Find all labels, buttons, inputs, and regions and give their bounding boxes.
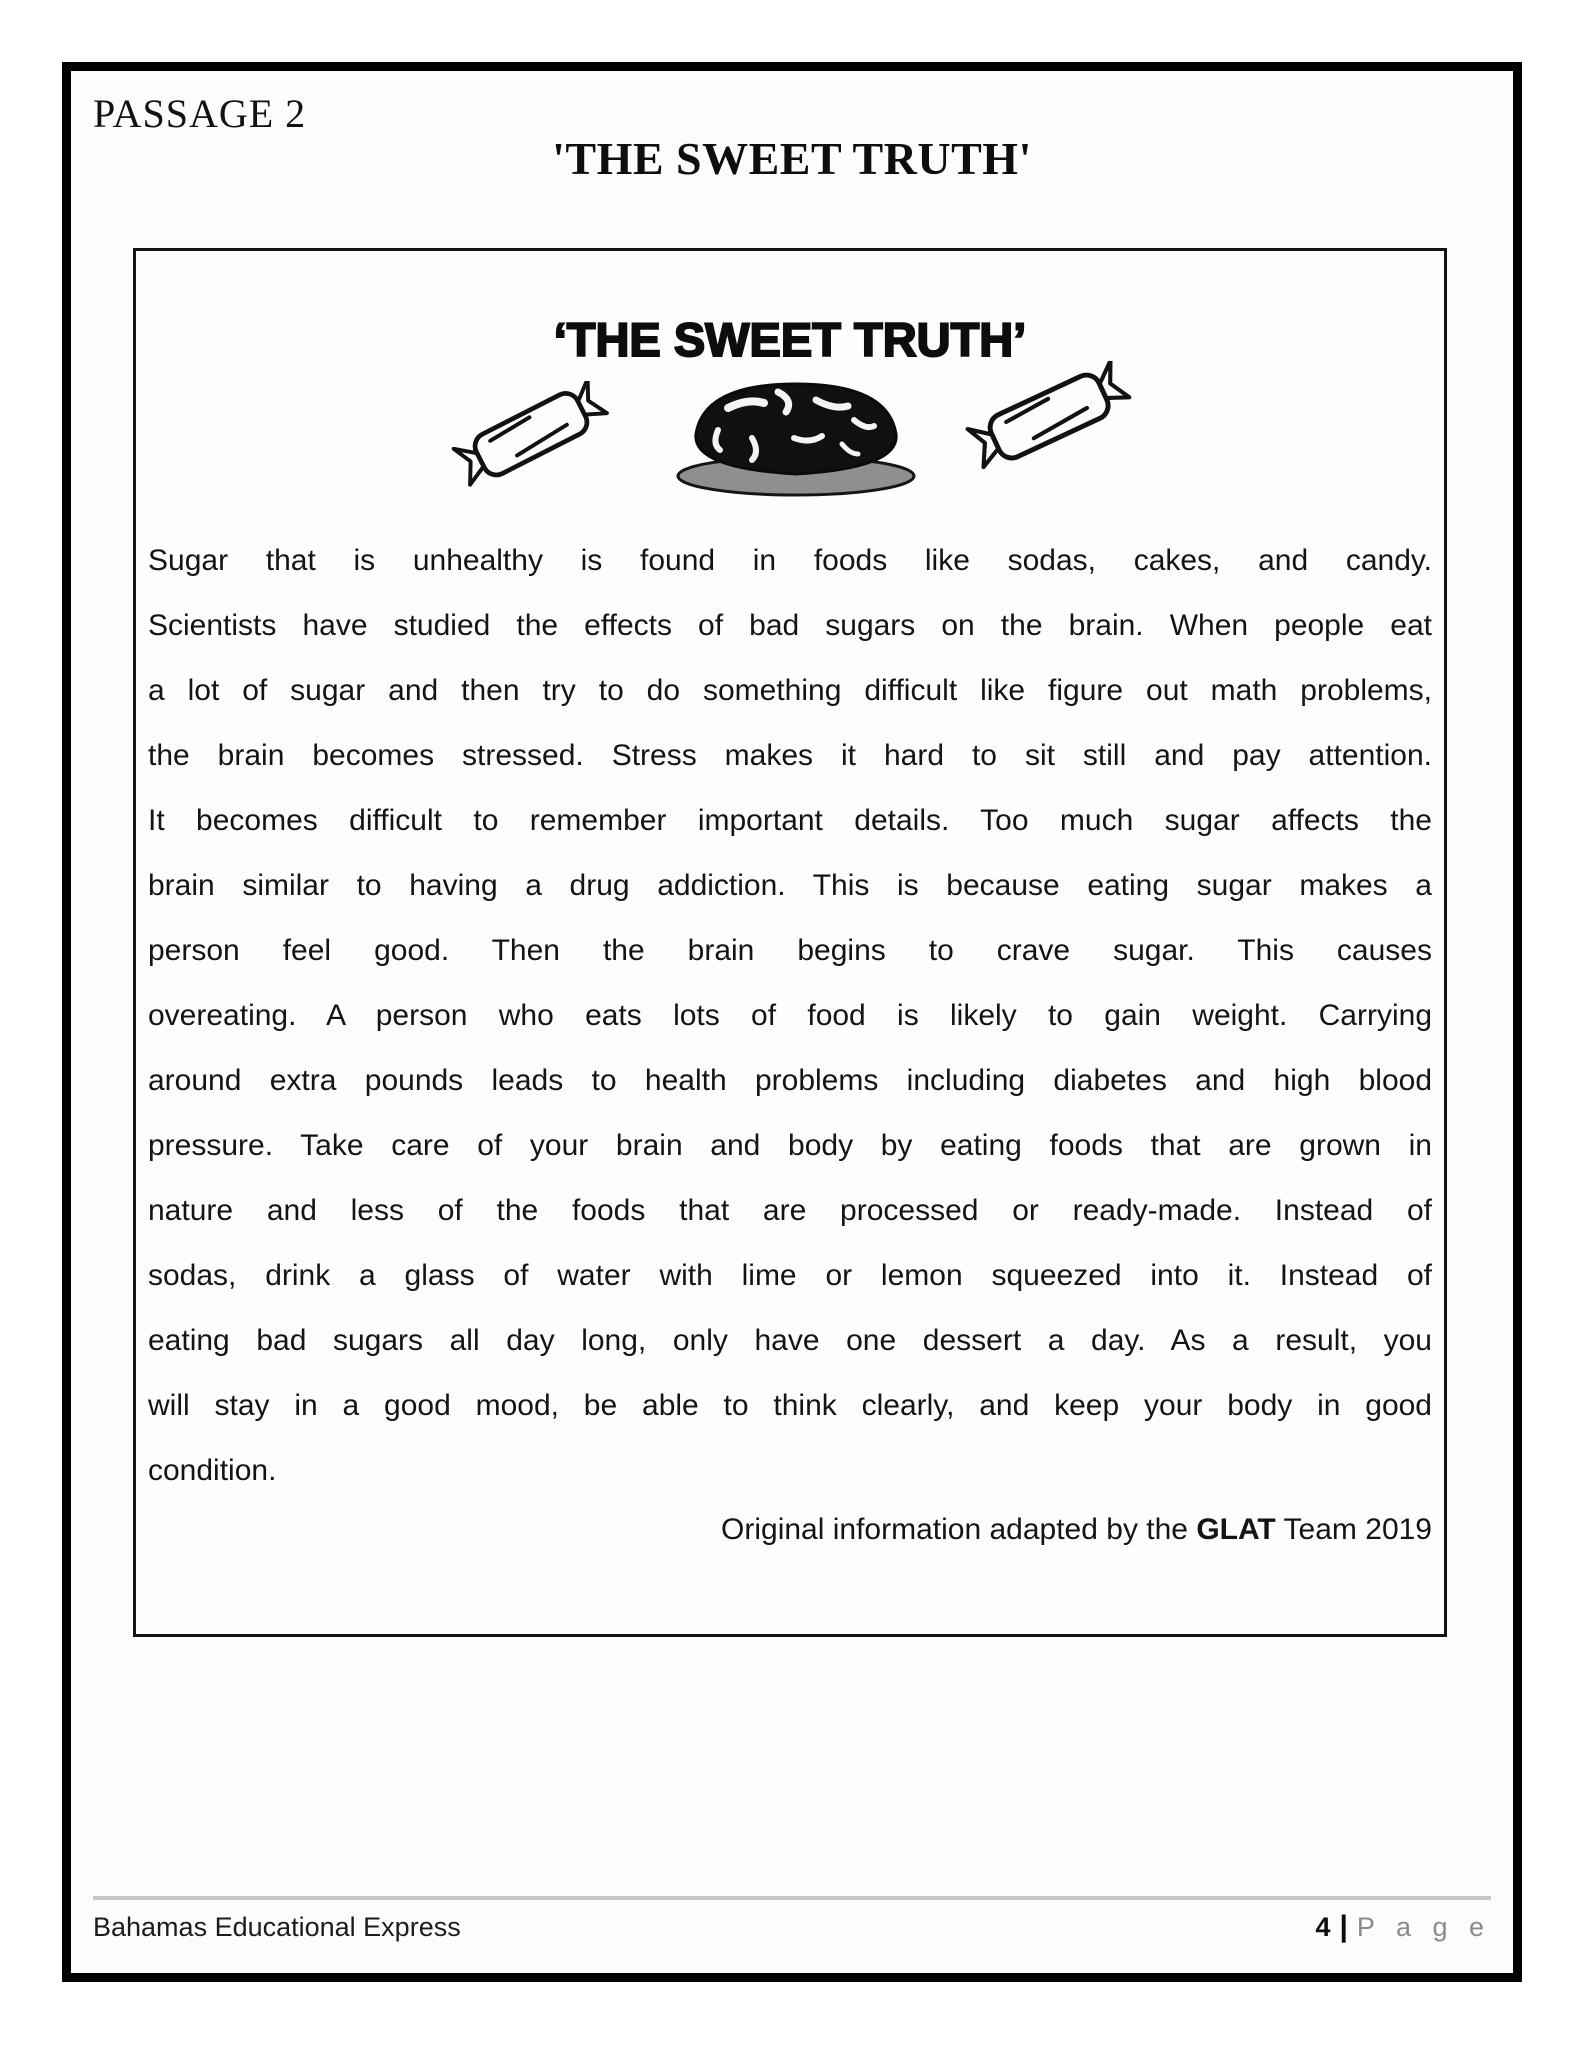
paragraph-line: the brain becomes stressed. Stress makes it hard to sit still and pay attention.: [148, 739, 1432, 772]
page-number-group: [1315, 1910, 1491, 1944]
paragraph-line: pressure. Take care of your brain and body by eating foods that are grown in: [148, 1129, 1432, 1162]
paragraph-line: eating bad sugars all day long, only have one dessert a day. As a result, you: [148, 1324, 1432, 1357]
publisher-name: Bahamas Educational Express: [93, 1911, 461, 1942]
passage-paragraph: [148, 528, 1432, 1503]
page-number: 4: [1315, 1911, 1331, 1942]
paragraph-line: condition.: [148, 1454, 277, 1487]
paragraph-line: will stay in a good mood, be able to think clearly, and keep your body in good: [148, 1389, 1432, 1422]
paragraph-line: Sugar that is unhealthy is found in foods like sodas, cakes, and candy.: [148, 544, 1432, 577]
passage-box-title: ‘THE SWEET TRUTH’: [553, 313, 1027, 366]
attribution-prefix: Original information adapted by the: [721, 1513, 1197, 1546]
paragraph-line: overeating. A person who eats lots of food is likely to gain weight. Carrying: [148, 999, 1432, 1032]
page-title: 'THE SWEET TRUTH': [552, 133, 1032, 184]
passage-label: PASSAGE 2: [93, 91, 307, 136]
page-footer: [93, 1905, 1491, 1949]
paragraph-line: person feel good. Then the brain begins to crave sugar. This causes: [148, 934, 1432, 967]
attribution-team: GLAT: [1196, 1513, 1276, 1546]
paragraph-line: brain similar to having a drug addiction. This is because eating sugar makes a: [148, 869, 1432, 902]
page-word: P a g e: [1356, 1911, 1491, 1942]
page-number-separator: |: [1339, 1910, 1348, 1943]
paragraph-line: a lot of sugar and then try to do something difficult like figure out math problems,: [148, 674, 1432, 707]
paragraph-line: around extra pounds leads to health problems including diabetes and high blood: [148, 1064, 1432, 1097]
candy-icon: [960, 361, 1148, 493]
paragraph-line: sodas, drink a glass of water with lime or lemon squeezed into it. Instead of: [148, 1259, 1432, 1292]
cake-icon: [666, 376, 926, 500]
paragraph-line: Scientists have studied the effects of bad sugars on the brain. When people eat: [148, 609, 1432, 642]
footer-divider: [93, 1896, 1491, 1900]
candy-icon: [446, 381, 626, 507]
paragraph-line: nature and less of the foods that are processed or ready-made. Instead of: [148, 1194, 1432, 1227]
attribution-suffix: Team 2019: [1275, 1513, 1432, 1546]
paragraph-line: It becomes difficult to remember important details. Too much sugar affects the: [148, 804, 1432, 837]
attribution-line: [148, 1502, 1432, 1557]
